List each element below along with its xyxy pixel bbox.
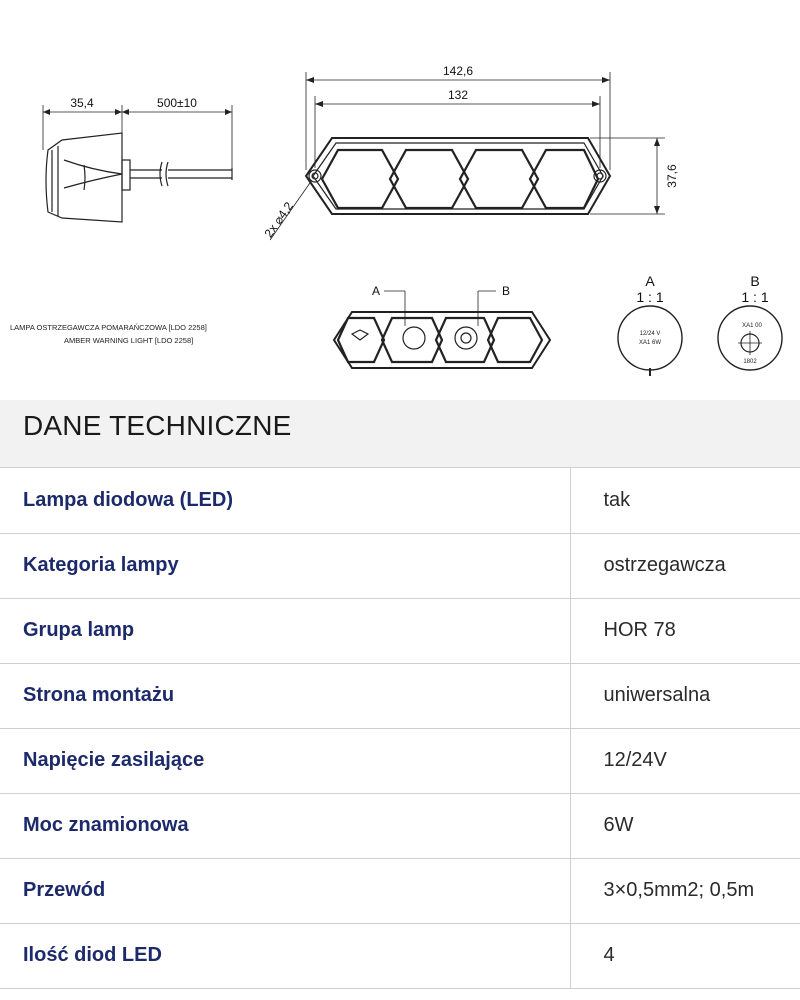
spec-label: Przewód [0,858,570,923]
spec-label: Napięcie zasilające [0,728,570,793]
dim-holes: 2x ⌀4,2 [261,199,296,241]
detail-a-line1: 12/24 V [639,331,661,337]
dim-overall-width: 142,6 [442,64,474,78]
spec-label: Kategoria lampy [0,533,570,598]
spec-value: 12/24V [570,728,800,793]
spec-value: tak [570,468,800,533]
table-row [0,533,800,598]
caption-polish: LAMPA OSTRZEGAWCZA POMARAŃCZOWA [LDO 2258] [10,323,207,332]
spec-value: ostrzegawcza [570,533,800,598]
table-row [0,598,800,663]
dim-cable-length: 500±10 [157,96,197,110]
section-title: DANE TECHNICZNE [23,410,292,441]
table-row [0,793,800,858]
dim-hole-spacing: 132 [447,88,469,102]
specs-table [0,468,800,989]
table-row [0,468,800,533]
detail-a-line2: XA1 6W [638,340,662,346]
detail-b-line1: XA1 00 [742,323,762,329]
spec-value: 6W [570,793,800,858]
spec-label: Lampa diodowa (LED) [0,468,570,533]
side-view-drawing [43,105,232,222]
marker-b: B [501,284,511,298]
table-row [0,663,800,728]
spec-value: HOR 78 [570,598,800,663]
section-header [0,400,800,468]
spec-label: Moc znamionowa [0,793,570,858]
detail-b-scale: 1 : 1 [741,289,769,305]
dim-height: 37,6 [665,164,679,188]
spec-value: 4 [570,923,800,988]
detail-b-letter: B [750,273,760,289]
technical-drawing [0,0,800,400]
spec-label: Grupa lamp [0,598,570,663]
spec-label: Strona montażu [0,663,570,728]
table-row [0,728,800,793]
caption-english: AMBER WARNING LIGHT [LDO 2258] [64,336,194,345]
spec-label: Ilość diod LED [0,923,570,988]
rear-view-drawing [334,291,550,368]
table-row [0,923,800,988]
detail-b-line2: 1802 [743,359,757,365]
spec-value: uniwersalna [570,663,800,728]
marker-a: A [371,284,381,298]
table-row [0,858,800,923]
detail-a-scale: 1 : 1 [636,289,664,305]
spec-value: 3×0,5mm2; 0,5m [570,858,800,923]
dim-side-depth: 35,4 [70,96,94,110]
detail-a-letter: A [645,273,655,289]
